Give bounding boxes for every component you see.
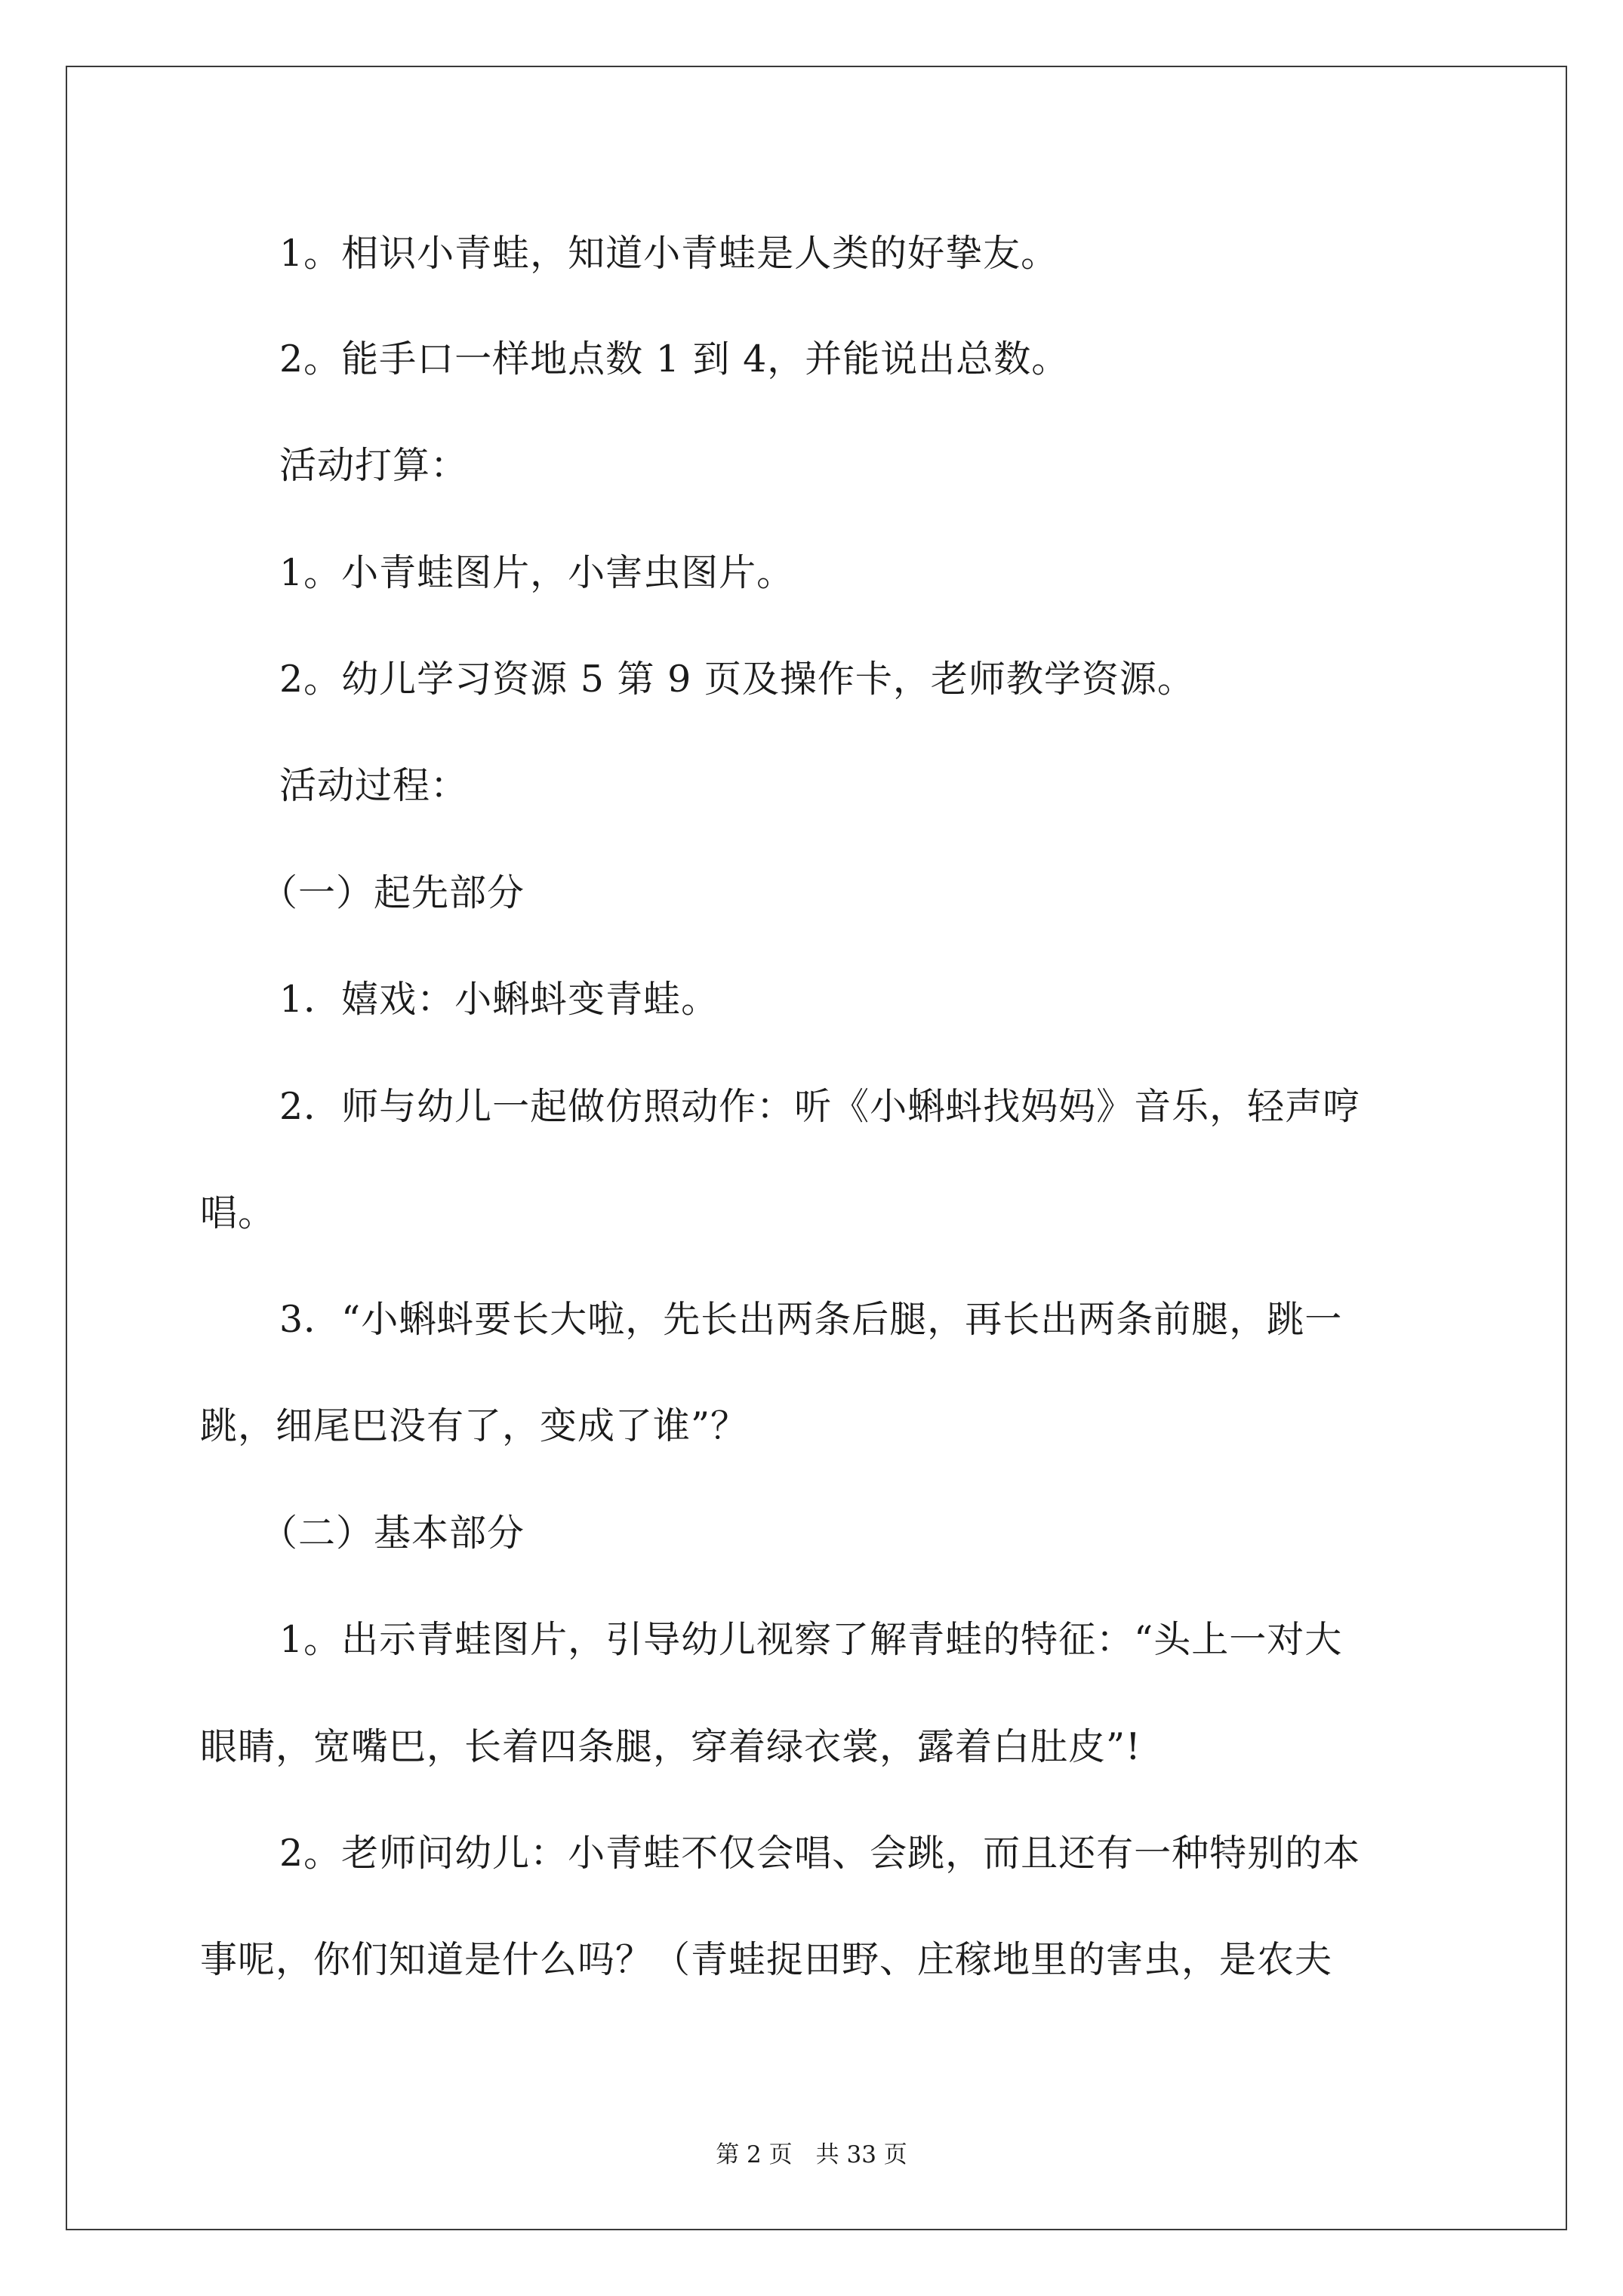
- paragraph-line: 眼睛，宽嘴巴，长着四条腿，穿着绿衣裳，露着白肚皮”!: [200, 1725, 1141, 1768]
- section-heading: 活动过程：: [279, 764, 469, 807]
- paragraph-line: 跳，细尾巴没有了，变成了谁”？: [200, 1404, 749, 1447]
- paragraph-line: 1。小青蛙图片，小害虫图片。: [279, 551, 795, 594]
- paragraph-line: 唱。: [200, 1191, 276, 1234]
- paragraph-line: 2。老师问幼儿：小青蛙不仅会唱、会跳，而且还有一种特别的本: [279, 1832, 1361, 1875]
- paragraph-line: 2。能手口一样地点数 1 到 4，并能说出总数。: [279, 337, 1070, 381]
- paragraph-line: 事呢，你们知道是什么吗？（青蛙捉田野、庄稼地里的害虫，是农夫: [200, 1938, 1333, 1981]
- section-heading: 活动打算：: [279, 444, 469, 487]
- page-number-footer: 第 2 页 共 33 页: [716, 2141, 907, 2168]
- paragraph-line: 2。幼儿学习资源 5 第 9 页及操作卡，老师教学资源。: [279, 658, 1195, 701]
- subsection-heading: （一）起先部分: [260, 871, 525, 914]
- paragraph-line: 2．师与幼儿一起做仿照动作：听《小蝌蚪找妈妈》音乐，轻声哼: [279, 1085, 1361, 1128]
- page-border: [66, 66, 1567, 2230]
- paragraph-line: 1。相识小青蛙，知道小青蛙是人类的好挚友。: [279, 232, 1059, 275]
- subsection-heading: （二）基本部分: [260, 1512, 525, 1555]
- paragraph-line: 3．“小蝌蚪要长大啦，先长出两条后腿，再长出两条前腿，跳一: [279, 1298, 1343, 1341]
- paragraph-line: 1．嬉戏：小蝌蚪变青蛙。: [279, 978, 719, 1021]
- paragraph-line: 1。出示青蛙图片，引导幼儿视察了解青蛙的特征：“头上一对大: [279, 1618, 1343, 1661]
